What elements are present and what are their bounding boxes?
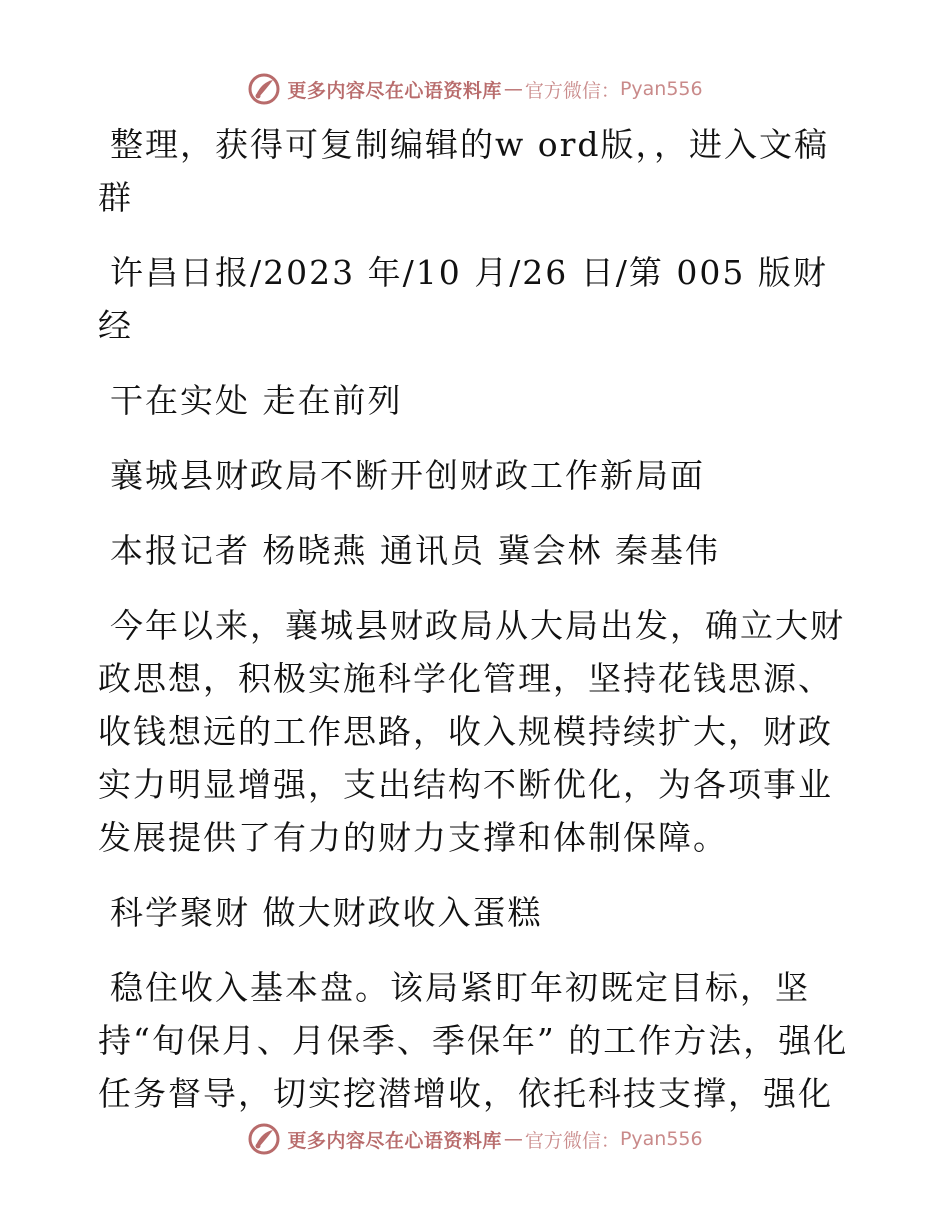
doc-subheading: 科学聚财 做大财政收入蛋糕: [110, 893, 543, 932]
watermark-wechat-label: 官方微信：: [524, 1129, 620, 1152]
watermark-wechat-id: Pyan556: [619, 1128, 703, 1150]
watermark-main-text: 更多内容尽在心语资料库: [287, 1129, 502, 1152]
doc-paragraph: 今年以来，襄城县财政局从大局出发，确立大财政思想，积极实施科学化管理，坚持花钱思源、收钱想远的工作思路，收入规模持续扩大，财政实力明显增强，支出结构不断优化，为各项事业发展提供了有力的财力支撑和体制保障。: [98, 606, 845, 857]
watermark-main-text: 更多内容尽在心语资料库: [287, 79, 502, 102]
document-body: [98, 118, 858, 1142]
doc-kicker: 干在实处 走在前列: [110, 381, 403, 420]
watermark-dash: —: [503, 1128, 523, 1150]
doc-byline: 本报记者 杨晓燕 通讯员 冀会林 秦基伟: [110, 531, 720, 570]
watermark-wechat-id: Pyan556: [619, 78, 703, 100]
watermark-wechat-label: 官方微信：: [524, 79, 620, 102]
brush-seal-icon: [247, 1122, 281, 1156]
doc-paragraph: 稳住收入基本盘。该局紧盯年初既定目标，坚持“旬保月、月保季、季保年” 的工作方法，强化任务督导，切实挖潜增收，依托科技支撑，强化: [98, 968, 849, 1113]
brush-seal-icon: [247, 72, 281, 106]
doc-headline: 襄城县财政局不断开创财政工作新局面: [110, 456, 705, 495]
footer-watermark: [0, 1122, 950, 1156]
watermark-dash: —: [503, 78, 523, 100]
doc-source-line: 许昌日报/2023 年/10 月/26 日/第 005 版财经: [98, 253, 828, 345]
doc-note-line: 整理，获得可复制编辑的w ord版，，进入文稿群: [98, 125, 830, 217]
header-watermark: [0, 72, 950, 106]
